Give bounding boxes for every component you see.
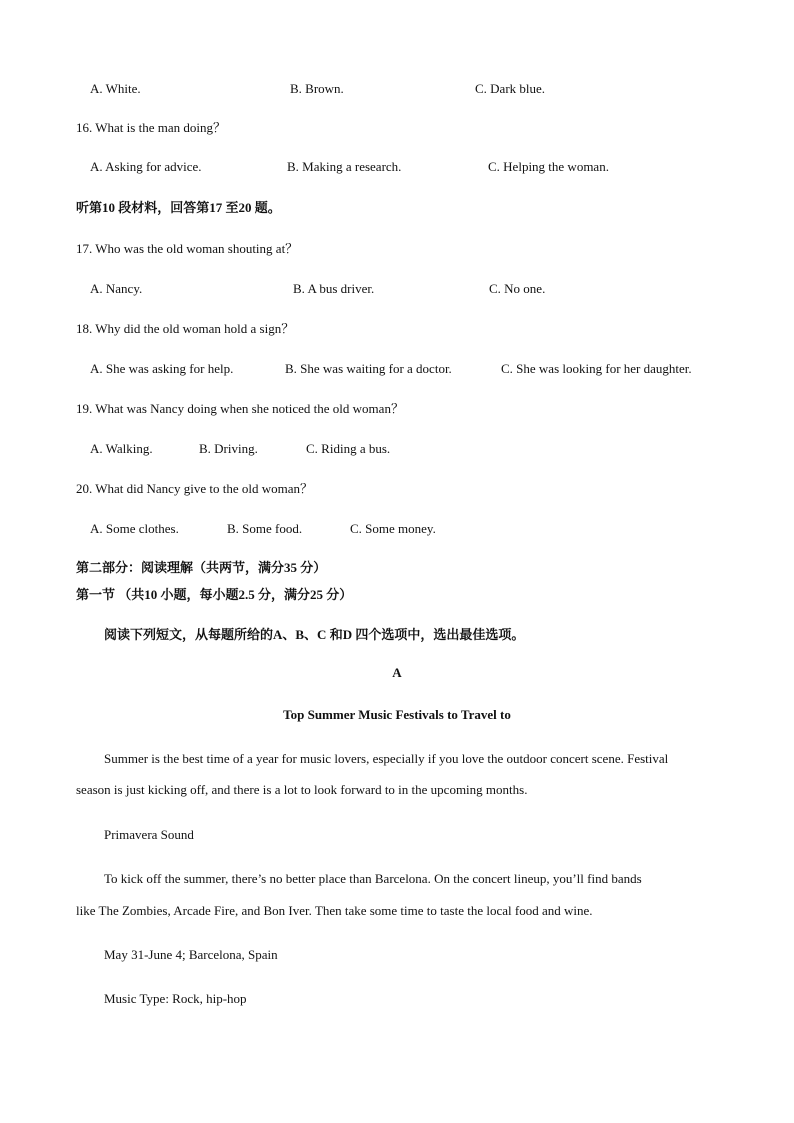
festival-music-type: Music Type: Rock, hip-hop (104, 991, 247, 1006)
q19-option-b: B. Driving. (199, 441, 258, 456)
q18-option-c: C. She was looking for her daughter. (501, 361, 692, 376)
q16-option-b: B. Making a research. (287, 159, 402, 174)
part2-title: 第二部分：阅读理解（共两节，满分35 分） (76, 560, 327, 575)
q20-option-a: A. Some clothes. (90, 521, 179, 536)
passage-letter: A (392, 665, 402, 680)
q15-option-c: C. Dark blue. (475, 81, 546, 96)
q15-option-a: A. White. (90, 81, 141, 96)
passage-para1-line2: season is just kicking off, and there is a lot to look forward to in the upcoming months. (76, 782, 528, 797)
reading-instruction: 阅读下列短文，从每题所给的A、B、C 和D 四个选项中，选出最佳选项。 (104, 627, 525, 642)
q18-option-b: B. She was waiting for a doctor. (285, 361, 452, 376)
festival-name: Primavera Sound (104, 827, 194, 842)
section1-title: 第一节 （共10 小题，每小题2.5 分，满分25 分） (76, 587, 353, 602)
passage-para1-line1: Summer is the best time of a year for music lovers, especially if you love the outdoor concert scene. Festival (104, 751, 669, 766)
q17-option-a: A. Nancy. (90, 281, 143, 296)
q20-option-c: C. Some money. (350, 521, 436, 536)
q19-question: 19. What was Nancy doing when she noticed the old woman？ (76, 401, 404, 416)
section10-instruction: 听第10 段材料，回答第17 至20 题。 (76, 200, 281, 215)
festival-date-location: May 31-June 4; Barcelona, Spain (104, 947, 278, 962)
passage-para2-line1: To kick off the summer, there’s no better place than Barcelona. On the concert lineup, you’ll find bands (104, 871, 642, 886)
q16-option-c: C. Helping the woman. (488, 159, 609, 174)
q19-option-a: A. Walking. (90, 441, 153, 456)
q20-option-b: B. Some food. (227, 521, 303, 536)
q16-question: 16. What is the man doing？ (76, 120, 226, 135)
q18-option-a: A. She was asking for help. (90, 361, 234, 376)
q19-option-c: C. Riding a bus. (306, 441, 391, 456)
passage-para2-line2: like The Zombies, Arcade Fire, and Bon Iver. Then take some time to taste the local food and wine. (76, 903, 593, 918)
q16-option-a: A. Asking for advice. (90, 159, 202, 174)
q17-question: 17. Who was the old woman shouting at？ (76, 241, 299, 256)
q17-option-b: B. A bus driver. (293, 281, 375, 296)
q18-question: 18. Why did the old woman hold a sign？ (76, 321, 295, 336)
q15-option-b: B. Brown. (290, 81, 344, 96)
q17-option-c: C. No one. (489, 281, 546, 296)
passage-title: Top Summer Music Festivals to Travel to (283, 707, 511, 722)
q20-question: 20. What did Nancy give to the old woman？ (76, 481, 313, 496)
